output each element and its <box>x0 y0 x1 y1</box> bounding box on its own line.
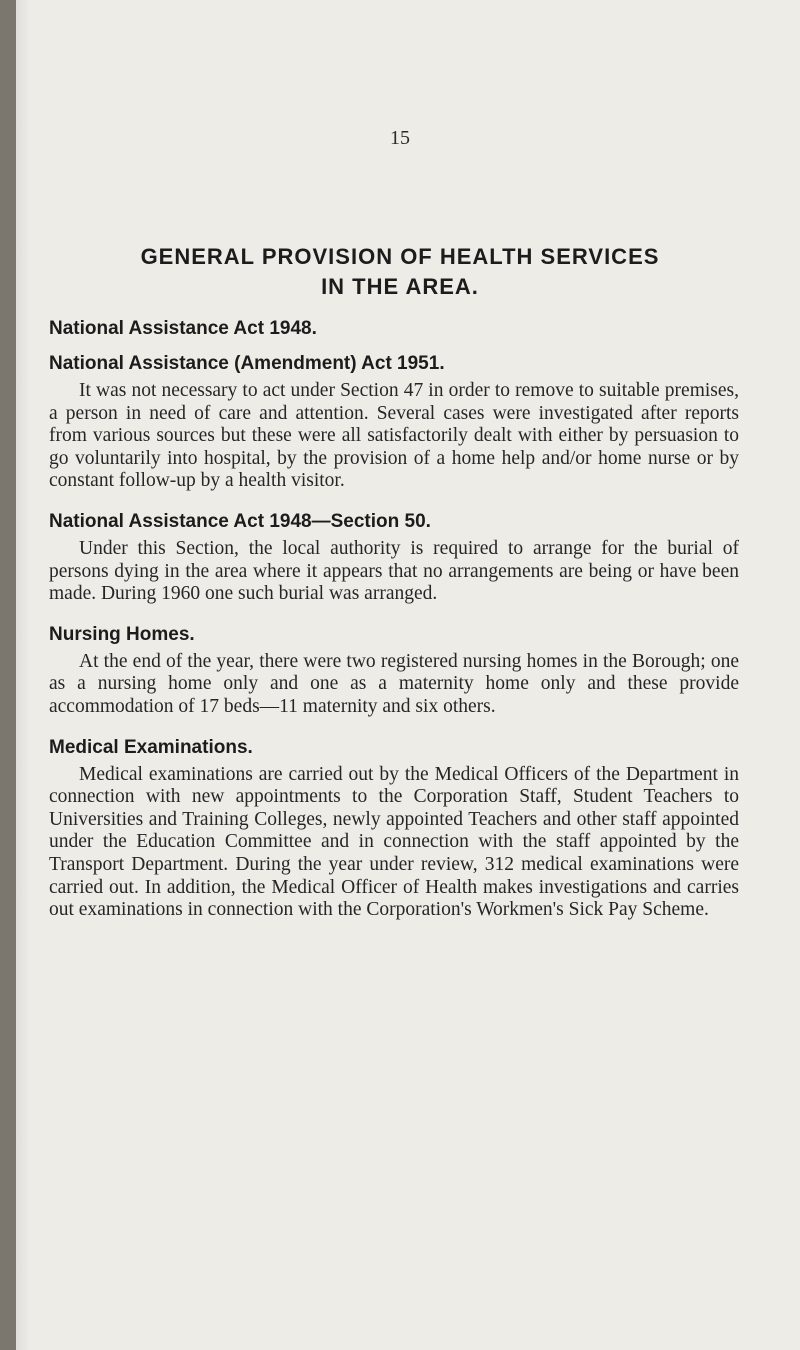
page-title <box>0 242 800 302</box>
section-heading: Nursing Homes. <box>49 623 195 645</box>
section-burial <box>49 509 739 606</box>
page-title-line-2: IN THE AREA. <box>321 274 479 299</box>
section-medical-examinations <box>49 735 739 922</box>
section-paragraph: At the end of the year, there were two registered nursing homes in the Borough; one as a nursing home only and one as a maternity home only and these provide accommodation of 17 beds—11 maternity and six others. <box>49 650 739 717</box>
section-heading: National Assistance Act 1948. <box>49 318 317 339</box>
section-paragraph: Under this Section, the local authority is required to arrange for the burial of persons dying in the area where it appears that no arrangements are being or have been made. During 1960 one such burial was arranged. <box>49 537 739 605</box>
section-heading: National Assistance Act 1948—Section 50. <box>49 510 431 532</box>
page-number: 15 <box>390 127 410 149</box>
section-nursing-homes <box>49 622 739 719</box>
page-title-line-1: GENERAL PROVISION OF HEALTH SERVICES <box>140 244 660 269</box>
document-body <box>49 316 739 938</box>
section-paragraph: It was not necessary to act under Section 47 in order to remove to suitable premises, a person in need of care and attention. Several cases were investigated after reports from various sources but these were all satisfactorily dealt with either by persuasion to go voluntarily into hospital, by the provision of a home help and/or home nurse or by constant follow-up by a health visitor. <box>49 380 739 492</box>
section-heading: Medical Examinations. <box>49 736 253 758</box>
section-subheading: National Assistance (Amendment) Act 1951. <box>49 353 445 374</box>
section-national-assistance <box>49 316 739 493</box>
section-paragraph: Medical examinations are carried out by the Medical Officers of the Department in connection with new appointments to the Corporation Staff, Student Teachers to Universities and Training Colleges, newly appointed Teachers and other staff appointed under the Education Committee and in connection with the staff appointed by the Transport Department. During the year under review, 312 medical examinations were carried out. In addition, the Medical Officer of Health makes investigations and carries out examinations in connection with the Corporation's Workmen's Sick Pay Scheme. <box>49 763 739 921</box>
